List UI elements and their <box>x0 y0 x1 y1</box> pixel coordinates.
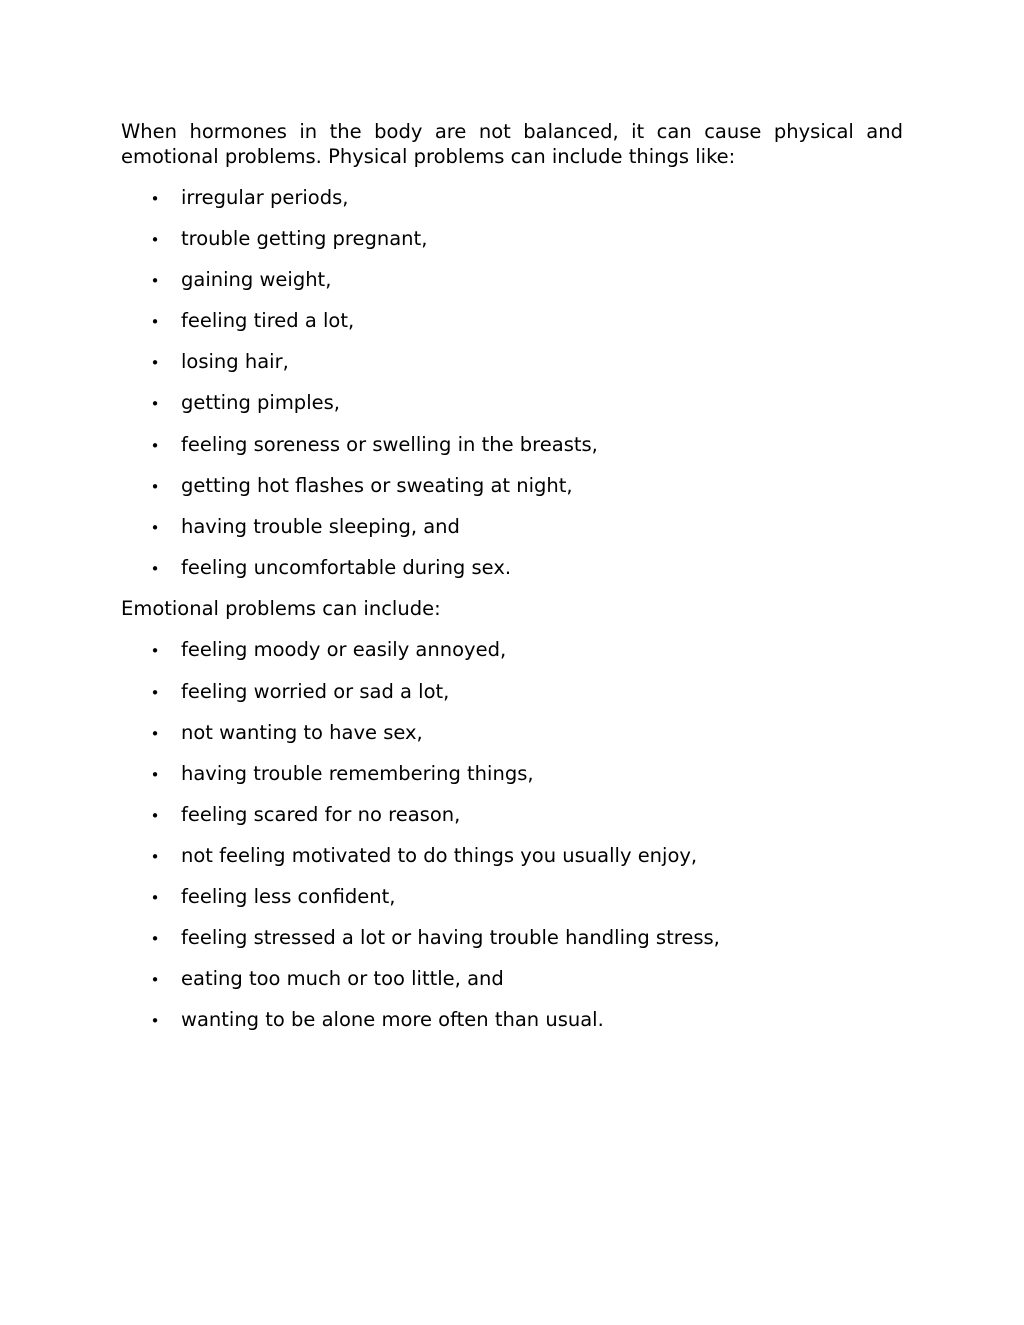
list-item <box>121 967 903 1008</box>
bullet-icon: • <box>150 806 160 825</box>
list-item-text: getting hot flashes or sweating at night, <box>181 473 573 497</box>
list-item <box>121 227 903 268</box>
list-item-text: feeling soreness or swelling in the breasts, <box>181 432 598 456</box>
bullet-icon: • <box>150 930 160 949</box>
list-item-text: getting pimples, <box>181 391 340 415</box>
list-item <box>121 268 903 309</box>
document-body <box>121 120 903 1049</box>
bullet-icon: • <box>150 847 160 866</box>
bullet-icon: • <box>150 559 160 578</box>
list-item-text: feeling moody or easily annoyed, <box>181 638 507 662</box>
bullet-icon: • <box>150 765 160 784</box>
list-item <box>121 391 903 432</box>
list-item-text: losing hair, <box>181 350 289 374</box>
list-item-text: having trouble sleeping, and <box>181 514 460 538</box>
list-item-text: feeling less confident, <box>181 885 396 908</box>
emotional-problems-list <box>121 638 903 1049</box>
list-item-text: eating too much or too little, and <box>181 967 504 991</box>
list-item-text: wanting to be alone more often than usual. <box>181 1008 604 1032</box>
bullet-icon: • <box>150 190 160 208</box>
list-item <box>121 433 903 474</box>
list-item-text: not wanting to have sex, <box>181 720 423 744</box>
list-item <box>121 680 903 721</box>
intro-paragraph: When hormones in the body are not balanced, it can cause physical and emotional problems. Physical problems can include things like: <box>121 120 903 168</box>
list-item <box>121 844 903 885</box>
list-item <box>121 350 903 391</box>
bullet-icon: • <box>150 889 160 907</box>
bullet-icon: • <box>150 642 160 661</box>
list-item <box>121 309 903 350</box>
list-item-text: irregular periods, <box>181 186 349 209</box>
emotional-problems-heading: Emotional problems can include: <box>121 596 441 620</box>
bullet-icon: • <box>150 971 160 990</box>
list-item <box>121 926 903 967</box>
bullet-icon: • <box>150 477 160 496</box>
list-item <box>121 803 903 844</box>
bullet-icon: • <box>150 272 160 291</box>
bullet-icon: • <box>150 313 160 332</box>
bullet-icon: • <box>150 683 160 702</box>
bullet-icon: • <box>150 518 160 537</box>
list-item <box>121 762 903 803</box>
list-item-text: having trouble remembering things, <box>181 761 534 785</box>
list-item <box>121 515 903 556</box>
list-item <box>121 1008 903 1049</box>
list-item <box>121 721 903 762</box>
list-item-text: feeling worried or sad a lot, <box>181 679 450 703</box>
list-item <box>121 186 903 227</box>
list-item <box>121 885 903 926</box>
list-item-text: feeling tired a lot, <box>181 309 355 333</box>
list-item <box>121 556 903 597</box>
bullet-icon: • <box>150 436 160 455</box>
bullet-icon: • <box>150 724 160 743</box>
list-item <box>121 474 903 515</box>
bullet-icon: • <box>150 395 160 414</box>
list-item-text: not feeling motivated to do things you usually enjoy, <box>181 843 698 867</box>
list-item-text: feeling scared for no reason, <box>181 802 461 826</box>
physical-problems-list <box>121 186 903 597</box>
list-item-text: feeling stressed a lot or having trouble handling stress, <box>181 926 720 950</box>
list-item-text: feeling uncomfortable during sex. <box>181 555 512 579</box>
list-item <box>121 638 903 679</box>
list-item-text: gaining weight, <box>181 268 332 292</box>
bullet-icon: • <box>150 1012 160 1031</box>
bullet-icon: • <box>150 231 160 250</box>
list-item-text: trouble getting pregnant, <box>181 227 428 251</box>
bullet-icon: • <box>150 354 160 373</box>
